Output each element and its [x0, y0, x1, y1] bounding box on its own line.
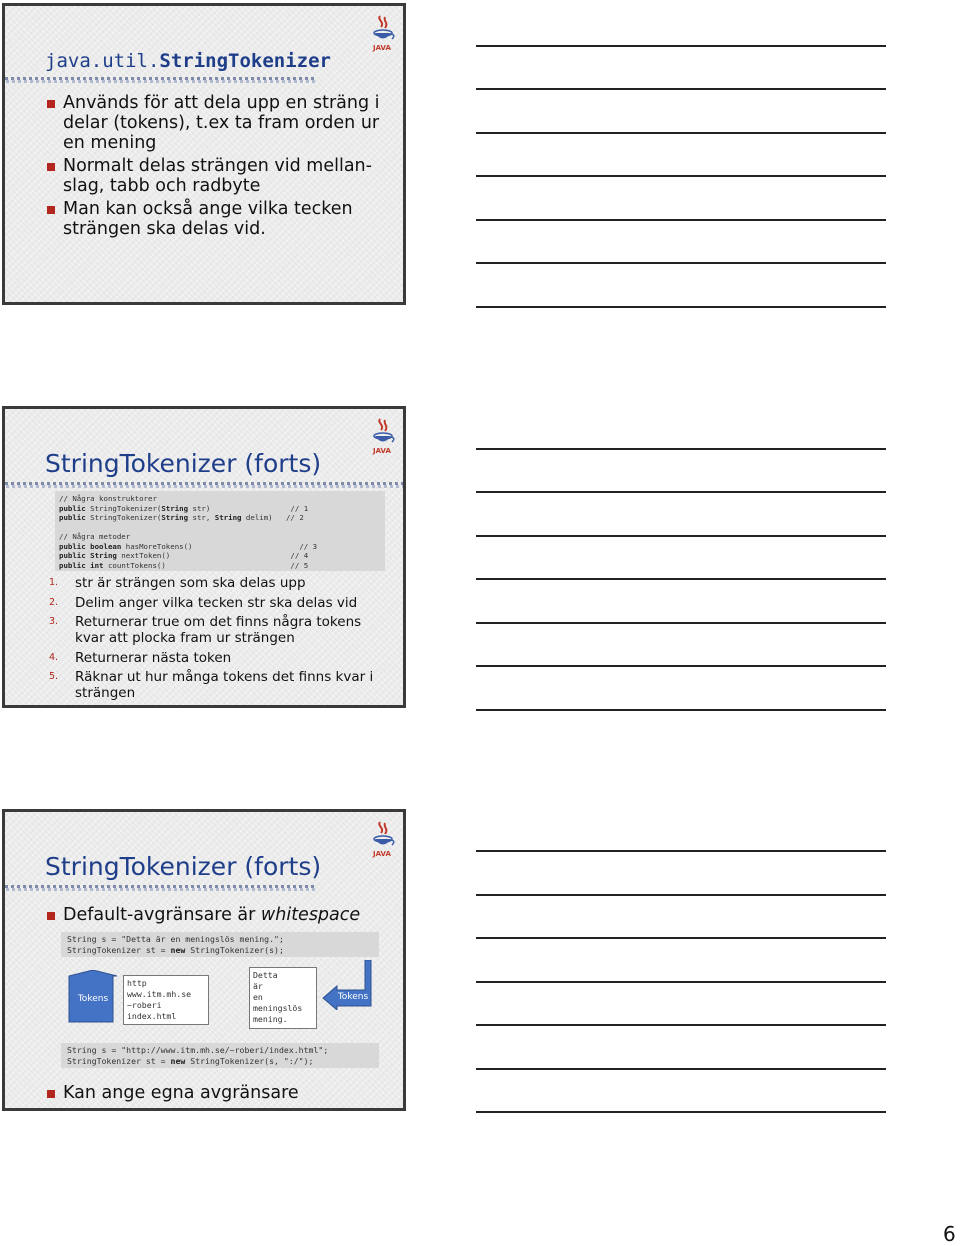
list-item: Man kan också ange vilka tecken strängen ska delas vid. — [45, 199, 390, 239]
page-number: 6 — [943, 1222, 956, 1246]
note-line — [476, 850, 886, 852]
note-line — [476, 535, 886, 537]
java-logo-icon — [371, 14, 397, 52]
tokens-label: Tokens — [337, 992, 369, 1002]
note-line — [476, 132, 886, 134]
slide-title: java.util.StringTokenizer — [45, 50, 331, 72]
list-item: Kan ange egna avgränsare — [45, 1082, 385, 1104]
note-line — [476, 1068, 886, 1070]
note-line — [476, 448, 886, 450]
tokens-label: Tokens — [77, 994, 109, 1004]
slide-1 — [2, 3, 406, 305]
title-underline — [5, 482, 405, 488]
code-block: String s = "Detta är en meningslös mening."; StringTokenizer st = new StringTokenizer(s); — [61, 932, 379, 957]
tokens-arrow-right — [321, 960, 373, 1010]
note-line — [476, 1024, 886, 1026]
slide-3 — [2, 809, 406, 1111]
list-item: Normalt delas strängen vid mellan-slag, tabb och radbyte — [45, 156, 390, 196]
note-line — [476, 981, 886, 983]
java-logo-icon — [371, 820, 397, 858]
list-item: 3. Returnerar true om det finns några tokens kvar att plocka fram ur strängen — [49, 614, 362, 646]
note-line — [476, 894, 886, 896]
token-box-url: http www.itm.mh.se ~roberi index.html — [123, 975, 209, 1025]
bullet-list — [45, 904, 385, 926]
title-underline — [5, 77, 317, 83]
note-line — [476, 1111, 886, 1113]
token-box-words: Detta är en meningslös mening. — [249, 967, 317, 1029]
note-line — [476, 665, 886, 667]
note-line — [476, 622, 886, 624]
list-item: Används för att dela upp en sträng i delar (tokens), t.ex ta fram orden ur en mening — [45, 93, 390, 153]
java-logo-icon — [371, 417, 397, 455]
note-line — [476, 175, 886, 177]
note-line — [476, 219, 886, 221]
list-item: 4. Returnerar nästa token — [49, 649, 232, 666]
note-line — [476, 491, 886, 493]
tokens-arrow-left — [65, 970, 121, 1036]
numbered-list — [45, 575, 380, 705]
svg-text:JAVA: JAVA — [373, 447, 391, 455]
note-line — [476, 709, 886, 711]
note-line — [476, 578, 886, 580]
list-item: 2. Delim anger vilka tecken str ska delas vid — [49, 594, 358, 611]
note-line — [476, 45, 886, 47]
svg-text:JAVA: JAVA — [373, 44, 391, 52]
list-item: 5. Räknar ut hur många tokens det finns kvar i strängen — [49, 669, 374, 701]
bullet-list — [45, 1082, 385, 1104]
slide-title: StringTokenizer (forts) — [45, 449, 322, 478]
slide-title: StringTokenizer (forts) — [45, 852, 322, 881]
code-block: String s = "http://www.itm.mh.se/~roberi/index.html"; StringTokenizer st = new StringTokenizer(s, ":/"); — [61, 1043, 379, 1068]
note-line — [476, 937, 886, 939]
list-item: Default-avgränsare är whitespace — [45, 904, 385, 926]
code-block: // Några konstruktorer public StringTokenizer(String str) // 1 public StringTokenizer(String str, String delim) // 2 // Några metoder public boolean hasMoreTokens() // 3 public String nextToken() // 4 public int countTokens() // 5 — [55, 491, 385, 571]
note-line — [476, 88, 886, 90]
bullet-list — [45, 93, 390, 242]
note-line — [476, 262, 886, 264]
list-item: 1. str är strängen som ska delas upp — [49, 575, 306, 591]
title-underline — [5, 885, 317, 891]
svg-text:JAVA: JAVA — [373, 850, 391, 858]
note-line — [476, 306, 886, 308]
slide-2 — [2, 406, 406, 708]
